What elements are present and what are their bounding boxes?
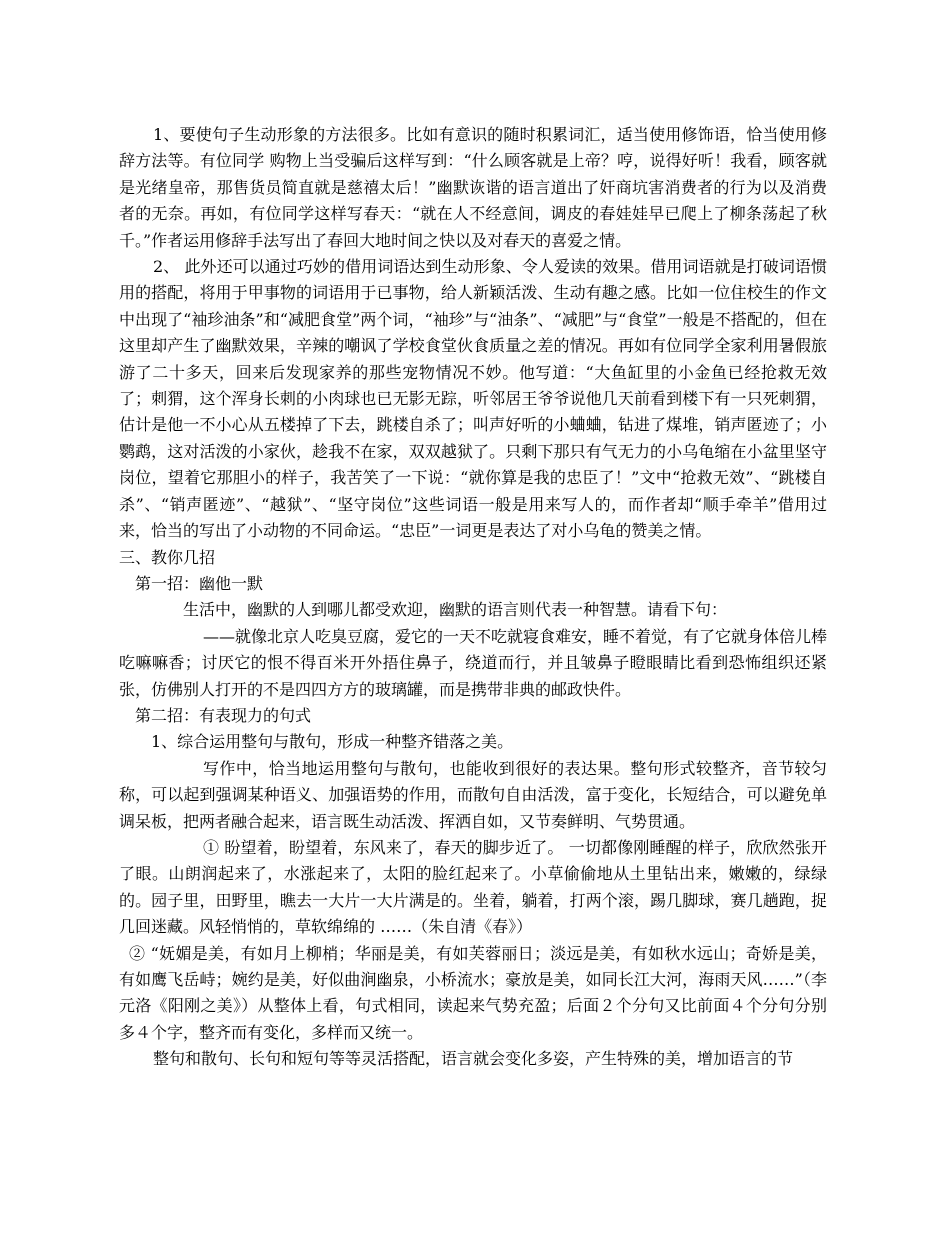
paragraph-parallel-explanation: 写作中，恰当地运用整句与散句，也能收到很好的表达果。整句形式较整齐，音节较匀称，可以起到强调某种语义、加强语势的作用，而散句自由活泼，富于变化，长短结合，可以避免单调呆板，把两者融合起来，语言既生动活泼、挥洒自如，又节奏鲜明、气势贯通。 <box>119 758 827 831</box>
subheading-humor: 第一招：幽他一默 <box>135 573 264 593</box>
paragraph-flexible-combination: 整句和散句、长句和短句等等灵活搭配，语言就会变化多姿，产生特殊的美，增加语言的节 <box>153 1049 794 1069</box>
section-heading-tips: 三、教你几招 <box>119 547 216 567</box>
subheading-sentence-patterns: 第二招：有表现力的句式 <box>135 705 312 725</box>
paragraph-rhetoric-methods: 1、要使句子生动形象的方法很多。比如有意识的随时积累词汇，适当使用修饰语，恰当使用修辞方法等。有位同学 购物上当受骗后这样写到：“什么顾客就是上帝？哼，说得好听！我看，顾客就是光绪皇帝，那售货员简直就是慈禧太后！”幽默诙谐的语言道出了奸商坑害消费者的行为以及消费者的无奈。再如，有位同学这样写春天：“就在人不经意间，调皮的春娃娃早已爬上了柳条荡起了秋千。”作者运用修辞手法写出了春回大地时间之快以及对春天的喜爱之情。 <box>119 125 827 250</box>
paragraph-humor-intro: 生活中，幽默的人到哪儿都受欢迎，幽默的语言则代表一种智慧。请看下句： <box>183 600 728 620</box>
paragraph-humor-example: ——就像北京人吃臭豆腐，爱它的一天不吃就寝食难安，睡不着觉，有了它就身体倍儿棒吃嘛嘛香；讨厌它的恨不得百米开外捂住鼻子，绕道而行，并且皱鼻子瞪眼睛比看到恐怖组织还紧张，仿佛别人打开的不是四四方方的玻璃罐，而是携带非典的邮政快件。 <box>119 626 828 699</box>
paragraph-borrowed-words: 2、 此外还可以通过巧妙的借用词语达到生动形象、令人爱读的效果。借用词语就是打破词语惯用的搭配，将用于甲事物的词语用于已事物，给人新颖活泼、生动有趣之感。比如一位住校生的作文中出现了“袖珍油条”和“减肥食堂”两个词，“袖珍”与“油条”、“减肥”与“食堂”一般是不搭配的，但在这里却产生了幽默效果，辛辣的嘲讽了学校食堂伙食质量之差的情况。再如有位同学全家利用暑假旅游了二十多天，回来后发现家养的那些宠物情况不妙。他写道：“大鱼缸里的小金鱼已经抢救无效了；刺猬，这个浑身长刺的小肉球也已无影无踪，听邻居王爷爷说他几天前看到楼下有一只死刺猬，估计是他一不小心从五楼掉了下去，跳楼自杀了；叫声好听的小蛐蛐，钻进了煤堆，销声匿迹了；小鹦鹉，这对活泼的小家伙，趁我不在家，双双越狱了。只剩下那只有气无力的小乌龟缩在小盆里坚守岗位，望着它那胆小的样子，我苦笑了一下说：“就你算是我的忠臣了！”文中“抢救无效”、“跳楼自杀”、“销声匿迹”、“越狱”、“坚守岗位”这些词语一般是用来写人的，而作者却“顺手牵羊”借用过来，恰当的写出了小动物的不同命运。“忠臣”一词更是表达了对小乌龟的赞美之情。 <box>119 257 827 541</box>
document-body <box>119 122 827 1073</box>
point-parallel-loose-sentences: 1、综合运用整句与散句，形成一种整齐错落之美。 <box>151 732 514 752</box>
example-beauty: ② “妩媚是美，有如月上柳梢；华丽是美，有如芙蓉丽日；淡远是美，有如秋水远山；奇娇是美，有如鹰飞岳峙；婉约是美，好似曲涧幽泉，小桥流水；豪放是美，如同长江大河，海雨天风……”（李元洛《阳刚之美》）从整体上看，句式相同，读起来气势充盈；后面２个分句又比前面４个分句分别多４个字，整齐而有变化，多样而又统一。 <box>119 943 827 1042</box>
example-spring: ① 盼望着，盼望着，东风来了，春天的脚步近了。 一切都像刚睡醒的样子，欣欣然张开了眼。山朗润起来了，水涨起来了，太阳的脸红起来了。小草偷偷地从土里钻出来，嫩嫩的，绿绿的。园子里，田野里，瞧去一大片一大片满是的。坐着，躺着，打两个滚，踢几脚球，赛几趟跑，捉几回迷藏。风轻悄悄的，草软绵绵的 ……（朱自清《春》） <box>119 837 827 937</box>
